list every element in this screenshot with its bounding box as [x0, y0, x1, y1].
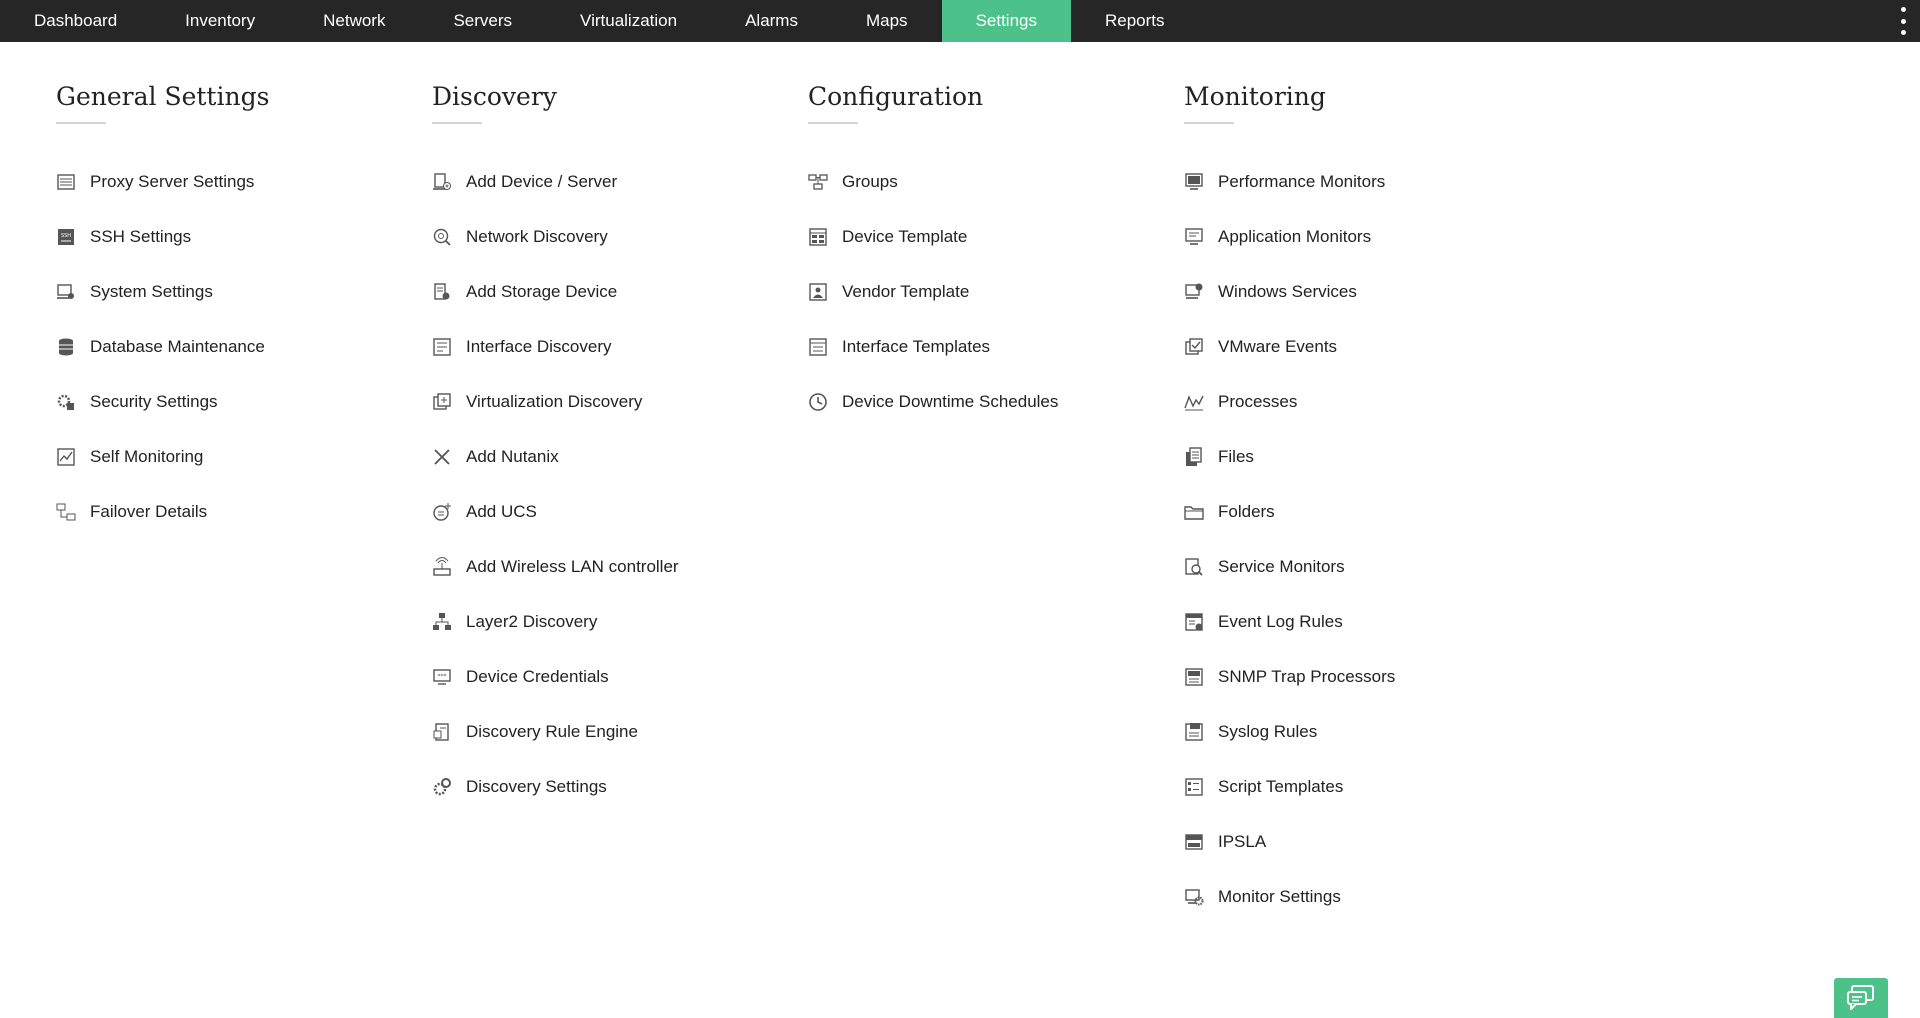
- menu-item-add-device-server[interactable]: [432, 154, 808, 209]
- credentials-icon: [432, 667, 452, 687]
- menu-item-groups[interactable]: [808, 154, 1184, 209]
- system-settings-icon: [56, 282, 76, 302]
- menu-item-syslog-rules[interactable]: [1184, 704, 1560, 759]
- menu-item-label: SSH Settings: [90, 227, 191, 247]
- virtualization-icon: [432, 392, 452, 412]
- menu-item-add-nutanix[interactable]: [432, 429, 808, 484]
- menu-item-label: SNMP Trap Processors: [1218, 667, 1395, 687]
- menu-item-label: Windows Services: [1218, 282, 1357, 302]
- clock-icon: [808, 392, 828, 412]
- menu-item-label: Script Templates: [1218, 777, 1343, 797]
- menu-item-label: Interface Templates: [842, 337, 990, 357]
- menu-item-label: Database Maintenance: [90, 337, 265, 357]
- menu-item-device-downtime-schedules[interactable]: [808, 374, 1184, 429]
- wireless-lan-icon: [432, 557, 452, 577]
- nav-servers[interactable]: Servers: [419, 0, 546, 42]
- device-template-icon: [808, 227, 828, 247]
- title-underline: [432, 122, 482, 124]
- column-general-settings: [56, 80, 432, 924]
- column-title: General Settings: [56, 80, 432, 114]
- menu-item-label: Folders: [1218, 502, 1275, 522]
- menu-item-performance-monitors[interactable]: [1184, 154, 1560, 209]
- interface-templates-icon: [808, 337, 828, 357]
- menu-item-add-ucs[interactable]: [432, 484, 808, 539]
- menu-item-event-log-rules[interactable]: [1184, 594, 1560, 649]
- menu-item-label: Device Credentials: [466, 667, 609, 687]
- menu-item-label: Syslog Rules: [1218, 722, 1317, 742]
- menu-item-label: Failover Details: [90, 502, 207, 522]
- chat-icon: [1846, 985, 1876, 1011]
- vmware-events-icon: [1184, 337, 1204, 357]
- column-title: Configuration: [808, 80, 1184, 114]
- menu-item-label: Files: [1218, 447, 1254, 467]
- menu-item-folders[interactable]: [1184, 484, 1560, 539]
- failover-icon: [56, 502, 76, 522]
- security-gear-icon: [56, 392, 76, 412]
- column-configuration: [808, 80, 1184, 924]
- chat-button[interactable]: [1834, 978, 1888, 1018]
- performance-monitor-icon: [1184, 172, 1204, 192]
- vendor-template-icon: [808, 282, 828, 302]
- nav-settings[interactable]: Settings: [942, 0, 1071, 42]
- nutanix-icon: [432, 447, 452, 467]
- layer2-icon: [432, 612, 452, 632]
- script-templates-icon: [1184, 777, 1204, 797]
- menu-item-failover-details[interactable]: [56, 484, 432, 539]
- menu-item-interface-templates[interactable]: [808, 319, 1184, 374]
- storage-device-icon: [432, 282, 452, 302]
- menu-item-application-monitors[interactable]: [1184, 209, 1560, 264]
- menu-item-label: Device Template: [842, 227, 967, 247]
- network-discovery-icon: [432, 227, 452, 247]
- menu-item-label: Processes: [1218, 392, 1297, 412]
- snmp-trap-icon: [1184, 667, 1204, 687]
- settings-menu: [56, 80, 1560, 924]
- nav-alarms[interactable]: Alarms: [711, 0, 832, 42]
- menu-item-layer2-discovery[interactable]: [432, 594, 808, 649]
- svg-text:***: ***: [438, 673, 447, 680]
- menu-item-label: Security Settings: [90, 392, 218, 412]
- menu-item-monitor-settings[interactable]: [1184, 869, 1560, 924]
- menu-item-label: Interface Discovery: [466, 337, 612, 357]
- ipsla-icon: [1184, 832, 1204, 852]
- menu-item-label: Application Monitors: [1218, 227, 1371, 247]
- menu-item-label: Device Downtime Schedules: [842, 392, 1058, 412]
- menu-item-label: Performance Monitors: [1218, 172, 1385, 192]
- menu-item-ipsla[interactable]: [1184, 814, 1560, 869]
- menu-item-files[interactable]: [1184, 429, 1560, 484]
- column-title: Discovery: [432, 80, 808, 114]
- menu-item-label: Add Storage Device: [466, 282, 617, 302]
- menu-item-label: Network Discovery: [466, 227, 608, 247]
- menu-item-label: Monitor Settings: [1218, 887, 1341, 907]
- more-vertical-icon[interactable]: [1900, 7, 1906, 35]
- self-monitoring-icon: [56, 447, 76, 467]
- menu-item-self-monitoring[interactable]: [56, 429, 432, 484]
- rule-engine-icon: [432, 722, 452, 742]
- processes-icon: [1184, 392, 1204, 412]
- discovery-settings-icon: [432, 777, 452, 797]
- menu-item-label: Add Wireless LAN controller: [466, 557, 679, 577]
- menu-item-label: System Settings: [90, 282, 213, 302]
- nav-network[interactable]: Network: [289, 0, 419, 42]
- column-discovery: [432, 80, 808, 924]
- nav-maps[interactable]: Maps: [832, 0, 942, 42]
- title-underline: [808, 122, 858, 124]
- title-underline: [1184, 122, 1234, 124]
- title-underline: [56, 122, 106, 124]
- menu-item-proxy-server-settings[interactable]: [56, 154, 432, 209]
- menu-item-label: Vendor Template: [842, 282, 969, 302]
- folder-icon: [1184, 502, 1204, 522]
- menu-item-vendor-template[interactable]: [808, 264, 1184, 319]
- menu-item-label: Layer2 Discovery: [466, 612, 597, 632]
- proxy-server-icon: [56, 172, 76, 192]
- menu-item-security-settings[interactable]: [56, 374, 432, 429]
- windows-services-icon: [1184, 282, 1204, 302]
- menu-item-label: VMware Events: [1218, 337, 1337, 357]
- svg-text:SSH: SSH: [61, 233, 71, 239]
- menu-item-label: Self Monitoring: [90, 447, 203, 467]
- menu-item-system-settings[interactable]: [56, 264, 432, 319]
- menu-item-service-monitors[interactable]: [1184, 539, 1560, 594]
- database-icon: [56, 337, 76, 357]
- menu-item-windows-services[interactable]: [1184, 264, 1560, 319]
- application-monitor-icon: [1184, 227, 1204, 247]
- menu-item-virtualization-discovery[interactable]: [432, 374, 808, 429]
- event-log-icon: [1184, 612, 1204, 632]
- menu-item-snmp-trap-processors[interactable]: [1184, 649, 1560, 704]
- ucs-icon: [432, 502, 452, 522]
- menu-item-database-maintenance[interactable]: [56, 319, 432, 374]
- menu-item-script-templates[interactable]: [1184, 759, 1560, 814]
- menu-item-device-credentials[interactable]: [432, 649, 808, 704]
- menu-item-label: Add UCS: [466, 502, 537, 522]
- menu-item-label: Service Monitors: [1218, 557, 1345, 577]
- menu-item-label: Add Nutanix: [466, 447, 559, 467]
- nav-reports[interactable]: Reports: [1071, 0, 1199, 42]
- files-icon: [1184, 447, 1204, 467]
- menu-item-add-wireless-lan-controller[interactable]: [432, 539, 808, 594]
- nav-inventory[interactable]: Inventory: [151, 0, 289, 42]
- column-monitoring: [1184, 80, 1560, 924]
- nav-dashboard[interactable]: Dashboard: [0, 0, 151, 42]
- ssh-icon: [56, 227, 76, 247]
- menu-item-processes[interactable]: [1184, 374, 1560, 429]
- add-device-icon: [432, 172, 452, 192]
- menu-item-ssh-settings[interactable]: [56, 209, 432, 264]
- menu-item-network-discovery[interactable]: [432, 209, 808, 264]
- menu-item-label: Proxy Server Settings: [90, 172, 254, 192]
- menu-item-label: Discovery Rule Engine: [466, 722, 638, 742]
- menu-item-discovery-rule-engine[interactable]: [432, 704, 808, 759]
- menu-item-interface-discovery[interactable]: [432, 319, 808, 374]
- nav-virtualization[interactable]: Virtualization: [546, 0, 711, 42]
- menu-item-label: IPSLA: [1218, 832, 1266, 852]
- syslog-icon: [1184, 722, 1204, 742]
- groups-icon: [808, 172, 828, 192]
- interface-discovery-icon: [432, 337, 452, 357]
- menu-item-label: Add Device / Server: [466, 172, 617, 192]
- monitor-settings-icon: [1184, 887, 1204, 907]
- menu-item-discovery-settings[interactable]: [432, 759, 808, 814]
- menu-item-label: Event Log Rules: [1218, 612, 1343, 632]
- menu-item-label: Virtualization Discovery: [466, 392, 642, 412]
- top-navigation-bar: [0, 0, 1920, 42]
- service-monitor-icon: [1184, 557, 1204, 577]
- menu-item-vmware-events[interactable]: [1184, 319, 1560, 374]
- menu-item-device-template[interactable]: [808, 209, 1184, 264]
- column-title: Monitoring: [1184, 80, 1560, 114]
- menu-item-label: Groups: [842, 172, 898, 192]
- menu-item-add-storage-device[interactable]: [432, 264, 808, 319]
- menu-item-label: Discovery Settings: [466, 777, 607, 797]
